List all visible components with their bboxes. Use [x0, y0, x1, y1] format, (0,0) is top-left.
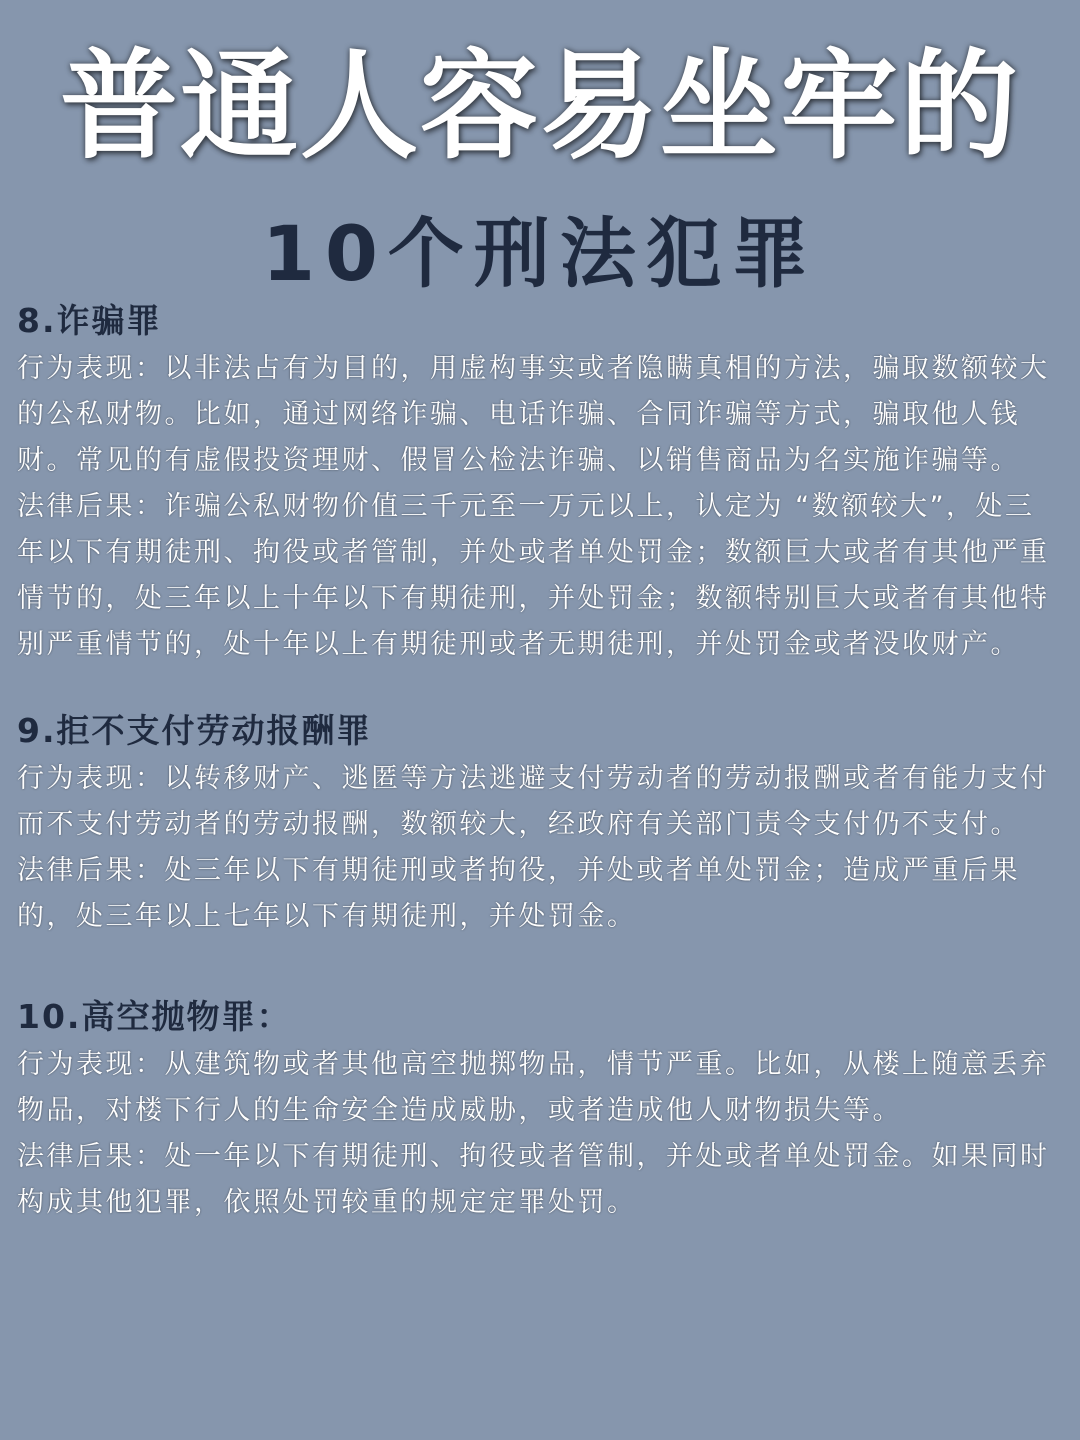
- consequence-paragraph: 法律后果：诈骗公私财物价值三千元至一万元以上，认定为 “数额较大”，处三年以下有期徒刑、拘役或者管制，并处或者单处罚金；数额巨大或者有其他严重情节的，处三年以上十年以下有期徒刑，并处罚金；数额特别巨大或者有其他特别严重情节的，处十年以上有期徒刑或者无期徒刑，并处罚金或者没收财产。: [17, 491, 1050, 660]
- article-body: [17, 296, 1062, 1226]
- section-heading: 9.拒不支付劳动报酬罪: [17, 711, 372, 750]
- section-heading: 8.诈骗罪: [17, 301, 162, 340]
- section-fraud: [17, 296, 1062, 668]
- behavior-paragraph: 行为表现：以转移财产、逃匿等方法逃避支付劳动者的劳动报酬或者有能力支付而不支付劳动者的劳动报酬，数额较大，经政府有关部门责令支付仍不支付。: [17, 763, 1050, 840]
- behavior-paragraph: 行为表现：以非法占有为目的，用虚构事实或者隐瞒真相的方法，骗取数额较大的公私财物。比如，通过网络诈骗、电话诈骗、合同诈骗等方式，骗取他人钱财。常见的有虚假投资理财、假冒公检法诈骗、以销售商品为名实施诈骗等。: [17, 353, 1050, 476]
- behavior-paragraph: 行为表现：从建筑物或者其他高空抛掷物品，情节严重。比如，从楼上随意丢弃物品，对楼下行人的生命安全造成威胁，或者造成他人财物损失等。: [17, 1049, 1050, 1126]
- consequence-paragraph: 法律后果：处三年以下有期徒刑或者拘役，并处或者单处罚金；造成严重后果的，处三年以上七年以下有期徒刑，并处罚金。: [17, 855, 1020, 932]
- page-subtitle: 10个刑法犯罪: [262, 209, 818, 298]
- consequence-paragraph: 法律后果：处一年以下有期徒刑、拘役或者管制，并处或者单处罚金。如果同时构成其他犯罪，依照处罚较重的规定定罪处罚。: [17, 1141, 1050, 1218]
- section-heading: 10.高空抛物罪：: [17, 997, 292, 1036]
- page-title: 普通人容易坐牢的: [59, 37, 1020, 175]
- section-high-altitude-throwing: [17, 992, 1062, 1226]
- section-wage-refusal: [17, 706, 1062, 940]
